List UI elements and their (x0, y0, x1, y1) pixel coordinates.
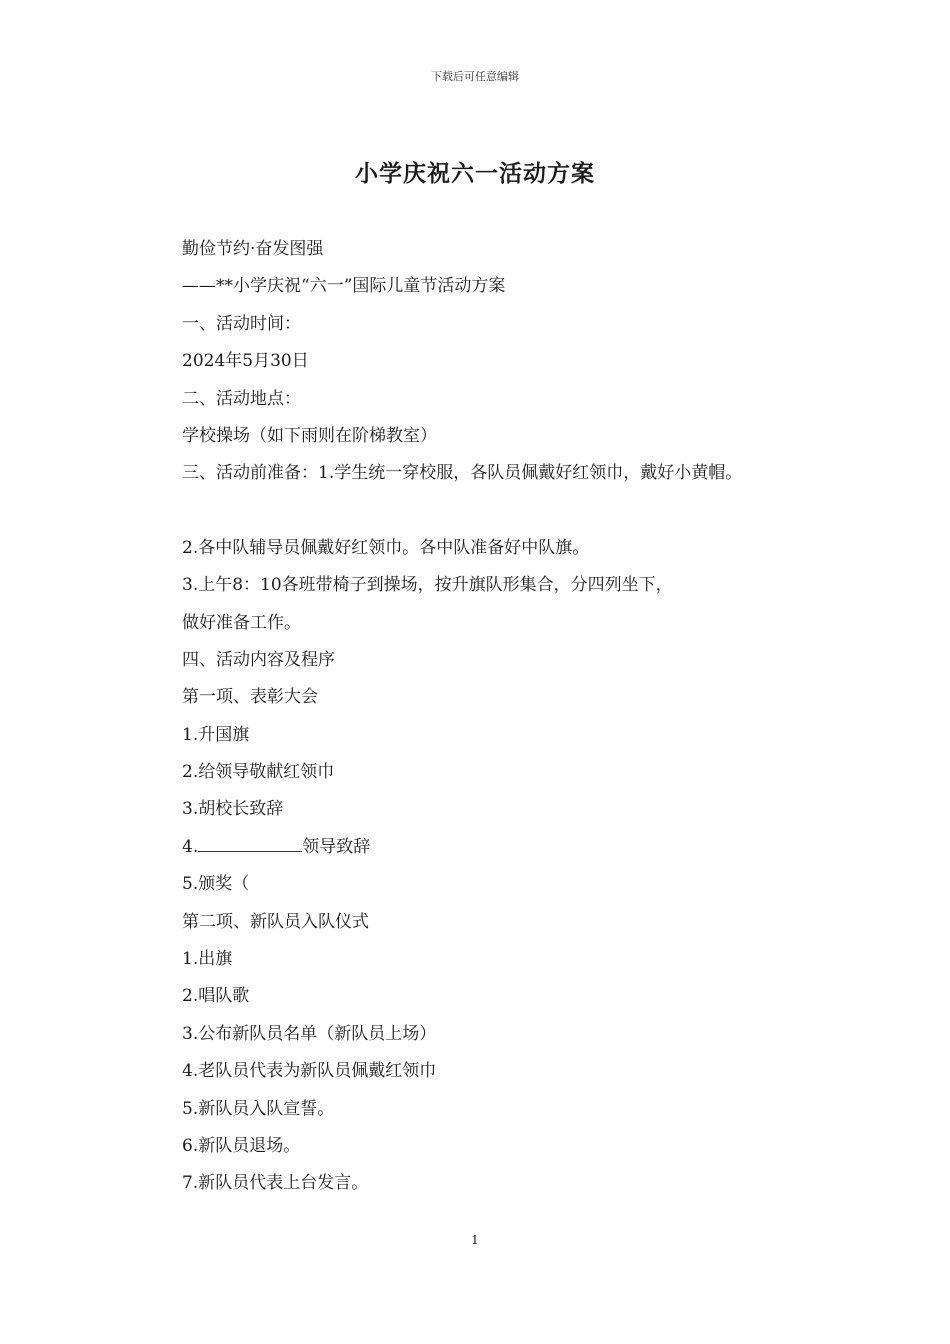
page-header: 下载后可任意编辑 (431, 70, 519, 83)
list-item: 1.出旗 (182, 949, 233, 970)
fill-in-blank (198, 834, 302, 852)
list-number: 4. (182, 836, 199, 857)
paragraph: 学校操场（如下雨则在阶梯教室） (182, 425, 437, 446)
paragraph: 2024年5月30日 (182, 351, 309, 372)
subsection-heading: 第二项、新队员入队仪式 (182, 911, 369, 932)
list-item: 2.各中队辅导员佩戴好红领巾。各中队准备好中队旗。 (182, 537, 590, 558)
list-item: 1.升国旗 (182, 724, 250, 745)
blank-line (182, 496, 882, 533)
list-item: 3.公布新队员名单（新队员上场） (182, 1023, 437, 1044)
paragraph: 做好准备工作。 (182, 612, 301, 633)
list-item (182, 832, 882, 869)
subtitle-line: ——**小学庆祝“六一”国际儿童节活动方案 (182, 276, 506, 297)
section-heading: 一、活动时间： (182, 313, 301, 334)
section-heading: 三、活动前准备：1.学生统一穿校服，各队员佩戴好红领巾，戴好小黄帽。 (182, 463, 743, 484)
section-heading: 四、活动内容及程序 (182, 649, 335, 670)
section-heading: 二、活动地点： (182, 388, 301, 409)
list-item: 4.老队员代表为新队员佩戴红领巾 (182, 1061, 437, 1082)
list-item: 5.颁奖（ (182, 874, 250, 895)
page-number: 1 (471, 1233, 479, 1247)
list-item: 5.新队员入队宣誓。 (182, 1098, 335, 1119)
list-item: 3.上午8：10各班带椅子到操场，按升旗队形集合，分四列坐下， (182, 575, 673, 596)
subtitle-line: 勤俭节约·奋发图强 (182, 239, 324, 259)
subsection-heading: 第一项、表彰大会 (182, 687, 318, 708)
list-item: 3.胡校长致辞 (182, 799, 284, 820)
document-title: 小学庆祝六一活动方案 (355, 160, 595, 187)
list-text: 领导致辞 (302, 836, 371, 857)
list-item: 7.新队员代表上台发言。 (182, 1173, 369, 1194)
list-item: 2.给领导敬献红领巾 (182, 762, 335, 783)
document-body (182, 234, 882, 1206)
list-item: 6.新队员退场。 (182, 1135, 301, 1156)
list-item: 2.唱队歌 (182, 986, 250, 1007)
